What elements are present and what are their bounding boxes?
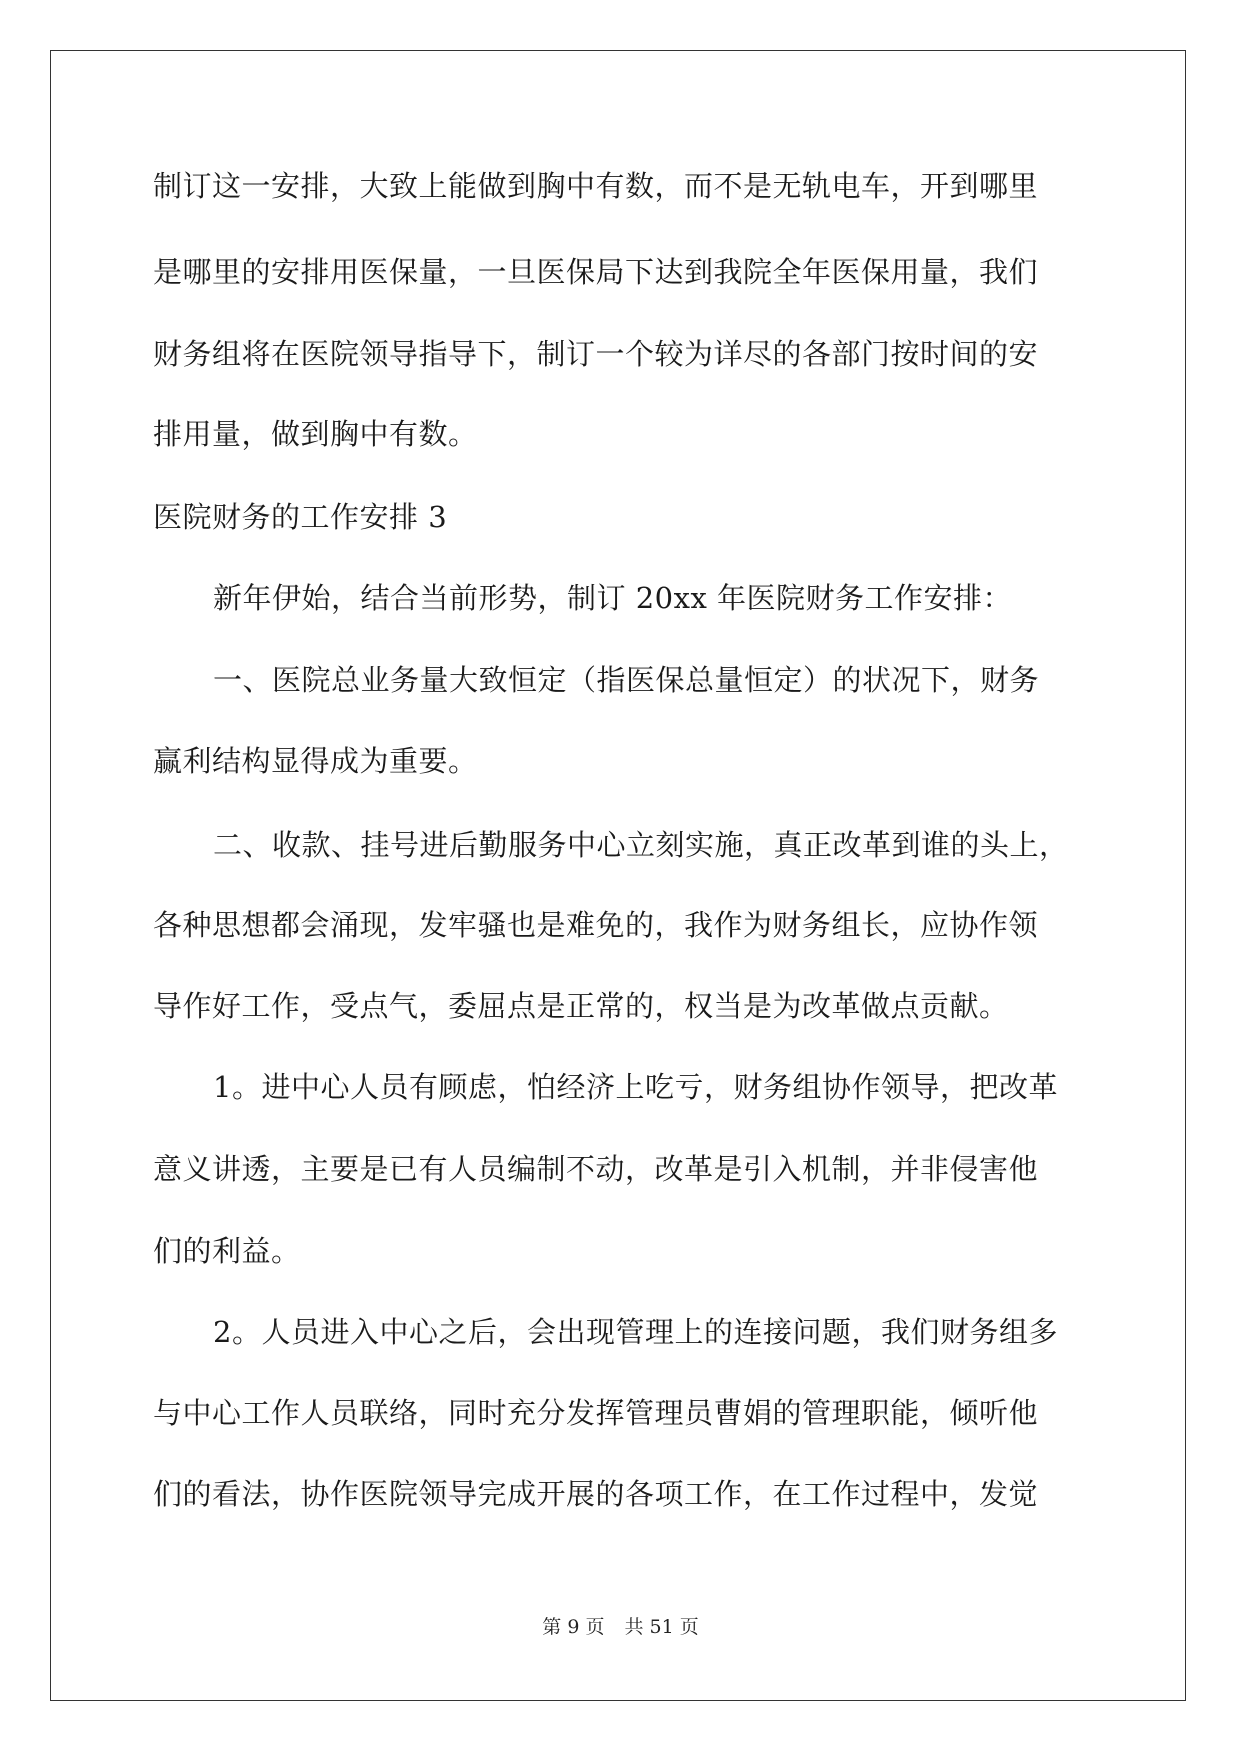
body-line: 们的看法，协作医院领导完成开展的各项工作，在工作过程中，发觉 — [153, 1477, 1039, 1511]
body-line: 赢利结构显得成为重要。 — [153, 744, 478, 778]
body-line: 2。人员进入中心之后，会出现管理上的连接问题，我们财务组多 — [213, 1315, 1058, 1349]
body-line: 1。进中心人员有顾虑，怕经济上吃亏，财务组协作领导，把改革 — [213, 1070, 1058, 1104]
body-line: 排用量，做到胸中有数。 — [153, 417, 478, 451]
body-line: 一、医院总业务量大致恒定（指医保总量恒定）的状况下，财务 — [213, 663, 1040, 697]
body-line: 导作好工作，受点气，委屈点是正常的，权当是为改革做点贡献。 — [153, 989, 1009, 1023]
section-heading: 医院财务的工作安排 3 — [153, 500, 448, 534]
body-line: 是哪里的安排用医保量，一旦医保局下达到我院全年医保用量，我们 — [153, 255, 1039, 289]
body-line: 们的利益。 — [153, 1234, 301, 1268]
body-line: 财务组将在医院领导指导下，制订一个较为详尽的各部门按时间的安 — [153, 337, 1039, 371]
page-total: 共 51 页 — [624, 1616, 699, 1638]
page-footer — [0, 1615, 1241, 1639]
body-line: 各种思想都会涌现，发牢骚也是难免的，我作为财务组长，应协作领 — [153, 908, 1039, 942]
body-line: 新年伊始，结合当前形势，制订 20xx 年医院财务工作安排： — [213, 581, 1013, 615]
body-line: 二、收款、挂号进后勤服务中心立刻实施，真正改革到谁的头上， — [213, 828, 1069, 862]
body-line: 与中心工作人员联络，同时充分发挥管理员曹娟的管理职能，倾听他 — [153, 1396, 1039, 1430]
page-number: 第 9 页 — [542, 1616, 605, 1638]
page-border — [50, 50, 1186, 1701]
body-line: 制订这一安排，大致上能做到胸中有数，而不是无轨电车，开到哪里 — [153, 169, 1039, 203]
body-line: 意义讲透，主要是已有人员编制不动，改革是引入机制，并非侵害他 — [153, 1152, 1039, 1186]
